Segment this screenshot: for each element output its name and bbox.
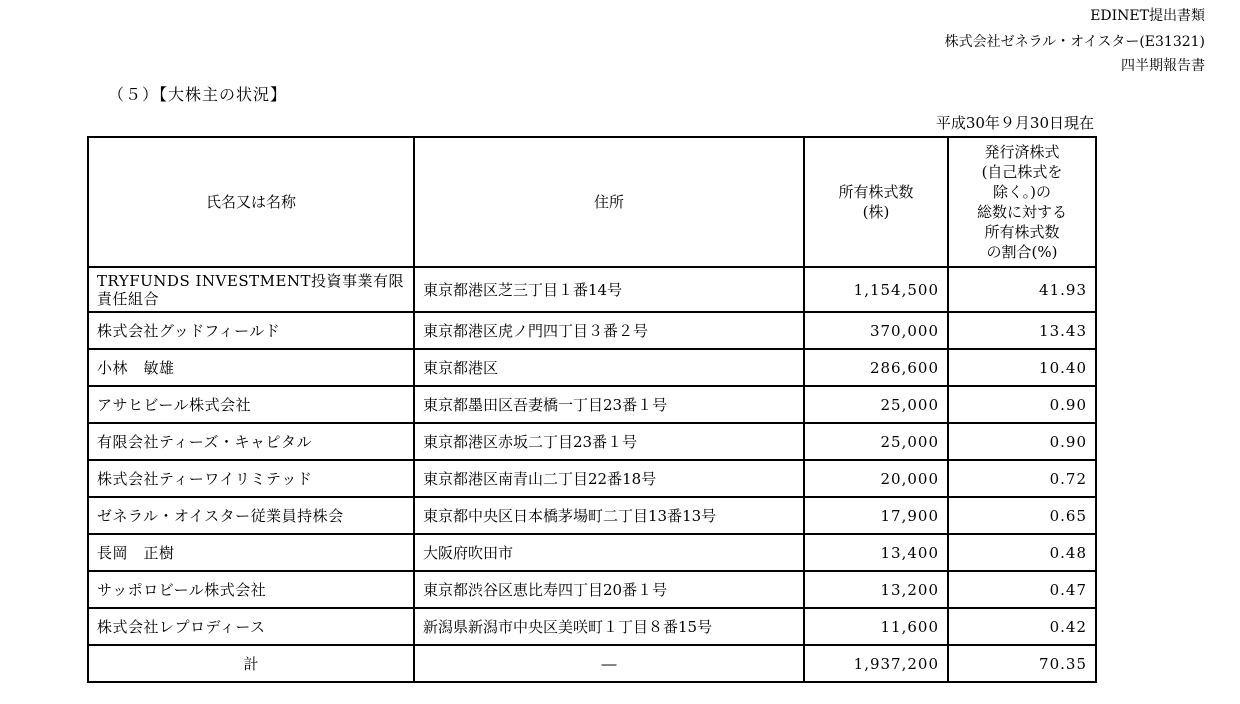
shareholder-name: 株式会社グッドフィールド — [88, 312, 414, 349]
shares-held: 13,200 — [804, 571, 948, 608]
total-label: 計 — [88, 645, 414, 682]
column-header-ratio-line: 所有株式数 — [984, 223, 1060, 241]
ownership-ratio: 0.65 — [948, 497, 1096, 534]
shareholder-address: 東京都港区赤坂二丁目23番１号 — [414, 423, 804, 460]
ownership-ratio: 0.48 — [948, 534, 1096, 571]
shareholder-address: 東京都港区 — [414, 349, 804, 386]
column-header-ratio-line: の割合(%) — [986, 243, 1058, 261]
shareholder-address: 東京都渋谷区恵比寿四丁目20番１号 — [414, 571, 804, 608]
ownership-ratio: 0.42 — [948, 608, 1096, 645]
table-row — [88, 349, 1096, 386]
column-header-ratio — [948, 137, 1096, 267]
table-row — [88, 497, 1096, 534]
table-row — [88, 267, 1096, 312]
ownership-ratio: 10.40 — [948, 349, 1096, 386]
shareholder-address: 東京都中央区日本橋茅場町二丁目13番13号 — [414, 497, 804, 534]
shares-held: 25,000 — [804, 423, 948, 460]
ownership-ratio: 41.93 — [948, 267, 1096, 312]
table-row — [88, 571, 1096, 608]
shares-held: 1,154,500 — [804, 267, 948, 312]
major-shareholders-table — [87, 136, 1097, 683]
shareholder-name: 小林 敏雄 — [88, 349, 414, 386]
as-of-date: 平成30年９月30日現在 — [935, 114, 1094, 132]
company-name-label: 株式会社ゼネラル・オイスター(E31321) — [944, 34, 1205, 50]
shareholder-address: 東京都港区芝三丁目１番14号 — [414, 267, 804, 312]
shareholder-address: 東京都墨田区吾妻橋一丁目23番１号 — [414, 386, 804, 423]
column-header-address: 住所 — [414, 137, 804, 267]
shareholder-name: 株式会社ティーワイリミテッド — [88, 460, 414, 497]
shares-held: 25,000 — [804, 386, 948, 423]
table-row — [88, 534, 1096, 571]
table-header-row — [88, 137, 1096, 267]
column-header-ratio-line: (自己株式を — [981, 163, 1063, 181]
ownership-ratio: 0.90 — [948, 386, 1096, 423]
shareholder-name: アサヒビール株式会社 — [88, 386, 414, 423]
shareholder-address: 新潟県新潟市中央区美咲町１丁目８番15号 — [414, 608, 804, 645]
shareholder-name: 有限会社ティーズ・キャピタル — [88, 423, 414, 460]
table-row — [88, 312, 1096, 349]
table-row — [88, 386, 1096, 423]
ownership-ratio: 0.72 — [948, 460, 1096, 497]
shares-held: 20,000 — [804, 460, 948, 497]
total-shares: 1,937,200 — [804, 645, 948, 682]
shareholder-address: 東京都港区虎ノ門四丁目３番２号 — [414, 312, 804, 349]
shareholder-name: ゼネラル・オイスター従業員持株会 — [88, 497, 414, 534]
column-header-ratio-line: 総数に対する — [976, 203, 1067, 221]
shares-held: 11,600 — [804, 608, 948, 645]
document-type-label: EDINET提出書類 — [1090, 8, 1205, 24]
column-header-ratio-line: 発行済株式 — [984, 143, 1060, 161]
ownership-ratio: 0.90 — [948, 423, 1096, 460]
shareholder-address: 大阪府吹田市 — [414, 534, 804, 571]
shareholder-name: サッポロビール株式会社 — [88, 571, 414, 608]
section-title: （５）【大株主の状況】 — [108, 85, 288, 104]
table-row — [88, 460, 1096, 497]
table-row — [88, 608, 1096, 645]
total-address-dash: ― — [414, 645, 804, 682]
column-header-ratio-line: 除く。)の — [992, 183, 1052, 201]
total-ratio: 70.35 — [948, 645, 1096, 682]
report-type-label: 四半期報告書 — [1121, 58, 1205, 74]
shareholder-name: 株式会社レプロディース — [88, 608, 414, 645]
column-header-shares-line: 所有株式数 — [838, 183, 914, 201]
shares-held: 13,400 — [804, 534, 948, 571]
column-header-shares-line: (株) — [862, 203, 890, 221]
shares-held: 370,000 — [804, 312, 948, 349]
shareholder-address: 東京都港区南青山二丁目22番18号 — [414, 460, 804, 497]
table-total-row — [88, 645, 1096, 682]
ownership-ratio: 0.47 — [948, 571, 1096, 608]
shareholder-name: 長岡 正樹 — [88, 534, 414, 571]
column-header-name: 氏名又は名称 — [88, 137, 414, 267]
shareholder-name: TRYFUNDS INVESTMENT投資事業有限責任組合 — [88, 267, 414, 312]
shares-held: 17,900 — [804, 497, 948, 534]
table-row — [88, 423, 1096, 460]
column-header-shares — [804, 137, 948, 267]
ownership-ratio: 13.43 — [948, 312, 1096, 349]
shares-held: 286,600 — [804, 349, 948, 386]
